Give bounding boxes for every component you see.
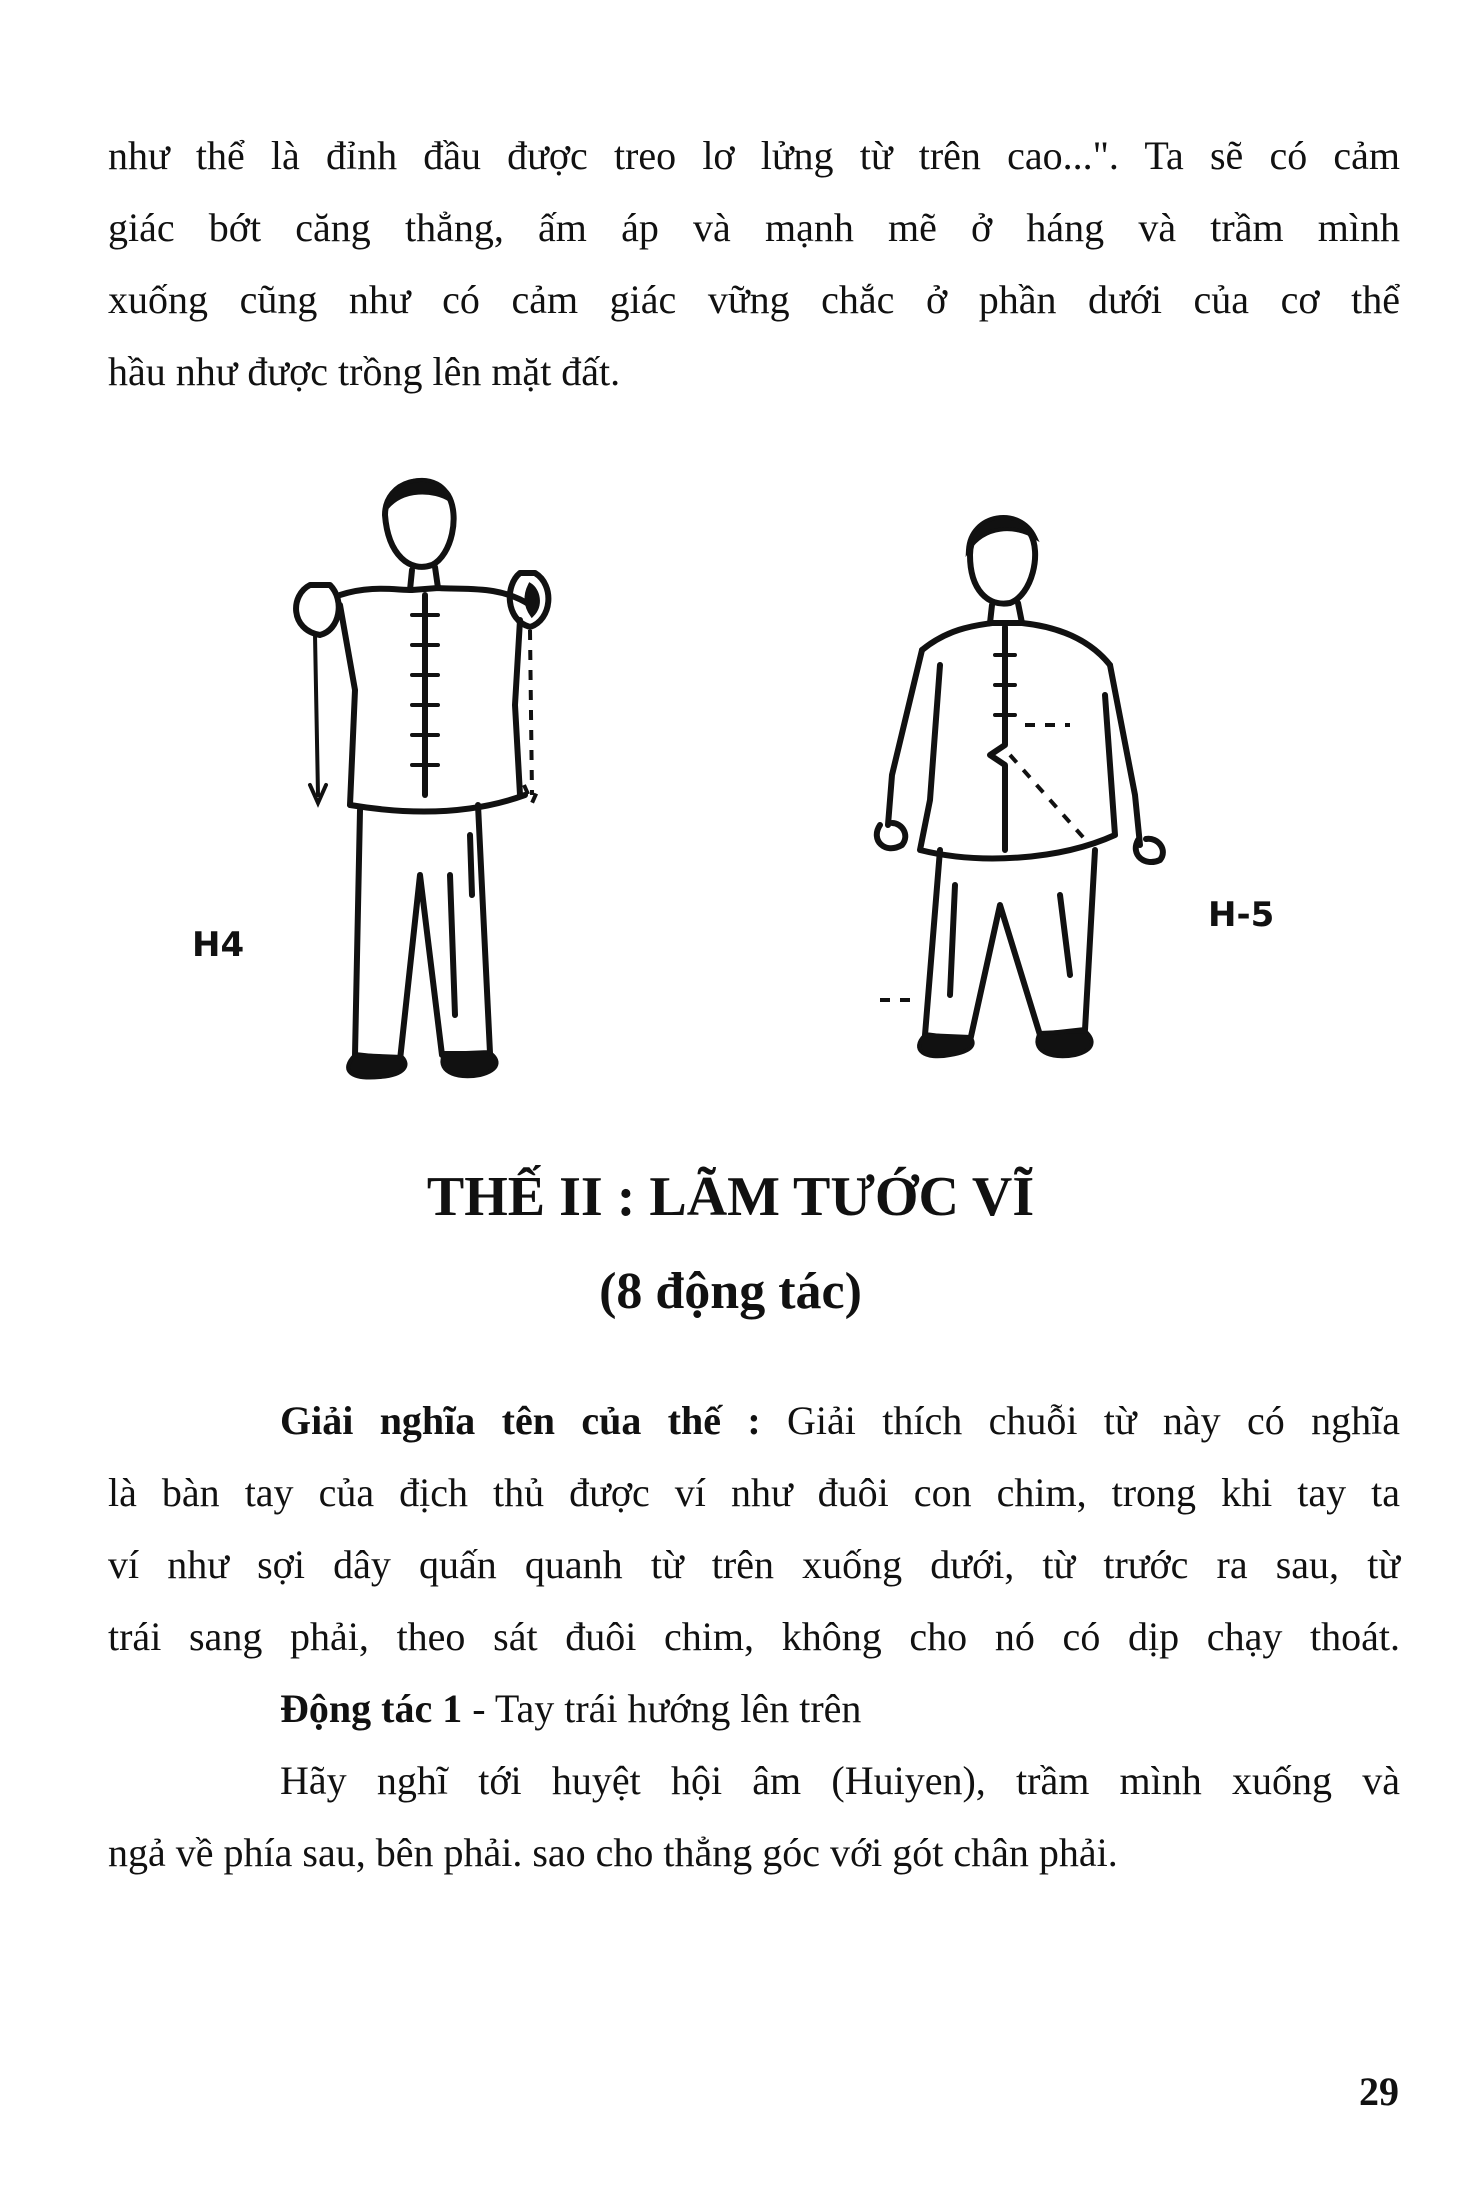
figure-label-h5: H-5 <box>1208 895 1275 935</box>
explanation-first-line: Giải thích chuỗi từ này có nghĩa <box>760 1398 1401 1443</box>
page-number: 29 <box>1359 2069 1399 2114</box>
text-line: ngả về phía sau, bên phải. sao cho thẳng góc với gót chân phải. <box>108 1830 1118 1875</box>
explanation-heading: Giải nghĩa tên của thế : <box>280 1398 761 1443</box>
text-line: trái sang phải, theo sát đuôi chim, không cho nó có dịp chạy thoát. <box>108 1614 1400 1659</box>
figure-drawings <box>180 455 1300 1115</box>
illustrations <box>180 455 1300 1115</box>
text-line: như thể là đỉnh đầu được treo lơ lửng từ trên cao...". Ta sẽ có cảm <box>108 133 1400 178</box>
figure-label-h4: H4 <box>192 925 245 965</box>
text-line <box>108 1673 1400 1745</box>
figure-h5-drawing <box>877 517 1163 1056</box>
section-title: THẾ II : LÃM TƯỚC VĨ <box>426 1166 1035 1228</box>
paragraph-explanation <box>108 1385 1400 1889</box>
section-subtitle: (8 động tác) <box>599 1263 862 1320</box>
text-line: là bàn tay của địch thủ được ví như đuôi con chim, trong khi tay ta <box>108 1470 1400 1515</box>
text-line: xuống cũng như có cảm giác vững chắc ở phần dưới của cơ thể <box>108 277 1400 322</box>
movement-description: - Tay trái hướng lên trên <box>462 1686 862 1731</box>
paragraph-top <box>108 120 1400 408</box>
text-line: giác bớt căng thẳng, ấm áp và mạnh mẽ ở háng và trầm mình <box>108 205 1400 250</box>
figure-h4-drawing <box>296 480 548 1078</box>
text-line: hầu như được trồng lên mặt đất. <box>108 349 621 394</box>
text-line: Hãy nghĩ tới huyệt hội âm (Huiyen), trầm mình xuống và <box>280 1758 1400 1803</box>
text-line: ví như sợi dây quấn quanh từ trên xuống dưới, từ trước ra sau, từ <box>108 1542 1400 1587</box>
movement-heading: Động tác 1 <box>280 1686 463 1731</box>
text-line <box>108 1385 1400 1457</box>
